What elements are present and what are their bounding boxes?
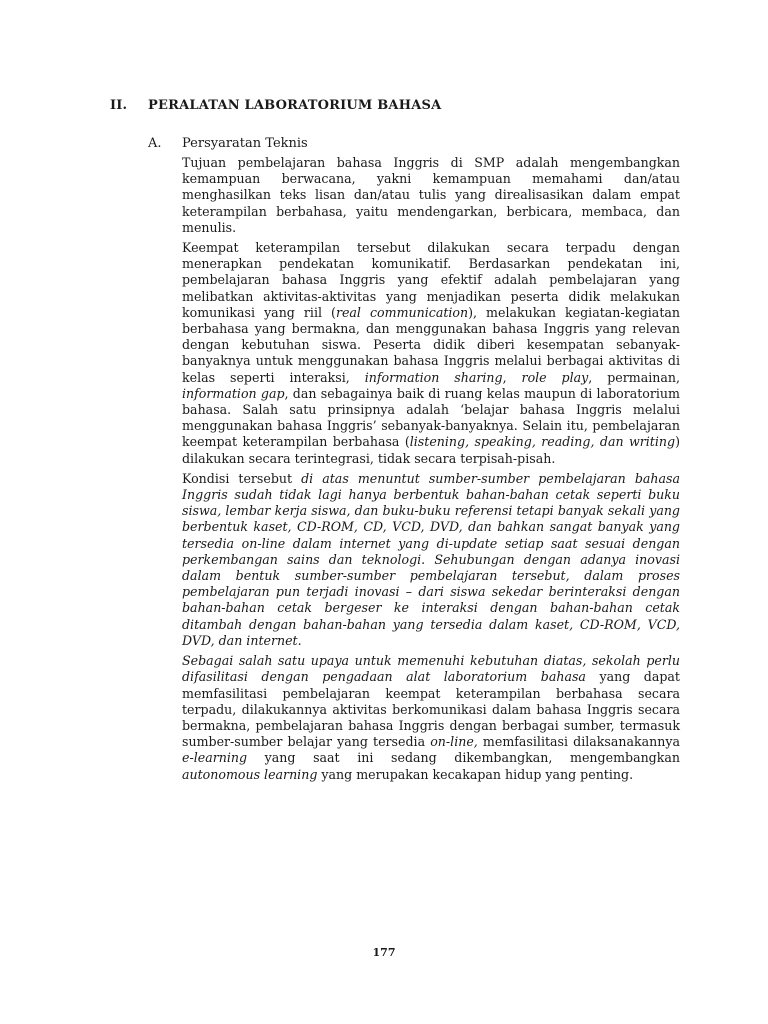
italic-run: listening, speaking, reading, dan writing (409, 434, 676, 450)
text-run: Keempat keterampilan tersebut dilakukan secara terpadu dengan menerapkan pendekatan komunikatif. Berdasarkan pendekatan ini, pembelajaran bahasa Inggris yang efektif adalah pembelajaran yang melibatkan aktivitas-aktivitas yang menjadikan peserta didik melakukan komunikasi yang riil ( (182, 240, 680, 320)
subsection-heading (148, 136, 308, 151)
italic-run: e-learning (182, 750, 248, 766)
subsection-letter: A. (148, 136, 162, 151)
italic-run: Sebagai salah satu upaya untuk memenuhi kebutuhan diatas, sekolah perlu difasilitasi dengan pengadaan alat laboratorium bahasa (182, 653, 680, 685)
italic-run: role play (521, 369, 589, 385)
page-number: 177 (372, 946, 396, 959)
italic-run: autonomous learning (182, 766, 318, 782)
text-run: Tujuan pembelajaran bahasa Inggris di SMP adalah mengembangkan kemampuan berwacana, yakni kemampuan memahami dan/atau menghasilkan teks lisan dan/atau tulis yang direalisasikan dalam empat keterampilan berbahasa, yaitu mendengarkan, berbicara, membaca, dan menulis. (182, 155, 680, 235)
section-title: PERALATAN LABORATORIUM BAHASA (148, 98, 442, 113)
text-run: , permainan, (588, 369, 680, 385)
italic-run: information gap (182, 385, 285, 401)
text-run: yang saat ini sedang dikembangkan, mengembangkan (247, 750, 680, 766)
text-run: yang dapat memfasilitasi pembelajaran keempat keterampilan berbahasa secara terpadu, dilakukannya aktivitas berkomunikasi dalam bahasa Inggris secara bermakna, pembelajaran bahasa Inggris dengan berbagai sumber, termasuk sumber-sumber belajar yang tersedia (182, 669, 680, 750)
text-run: , (502, 369, 522, 385)
text-run: yang merupakan kecakapan hidup yang penting. (317, 766, 634, 782)
subsection-title: Persyaratan Teknis (182, 136, 308, 151)
italic-run: real communication (335, 304, 469, 320)
paragraph-1 (182, 155, 680, 236)
section-heading (110, 98, 441, 113)
text-run: ) dilakukan secara terintegrasi, tidak secara terpisah-pisah. (182, 434, 680, 466)
paragraph-3 (182, 471, 680, 649)
text-run: , dan sebagainya baik di ruang kelas maupun di laboratorium bahasa. Salah satu prinsipnya adalah ‘belajar bahasa Inggris melalui menggunakan bahasa Inggris’ sebanyak-banyaknya. Selain itu, pembelajaran keempat keterampilan berbahasa ( (182, 385, 680, 450)
body-text (182, 155, 680, 787)
text-run: ), melakukan kegiatan-kegiatan berbahasa yang bermakna, dan menggunakan bahasa Inggris yang relevan dengan kebutuhan siswa. Peserta didik diberi kesempatan sebanyak-banyaknya untuk menggunakan bahasa Inggris melalui berbagai aktivitas di kelas seperti interaksi, (182, 304, 680, 385)
italic-run: on-line, (430, 734, 478, 750)
text-run: Kondisi tersebut (182, 470, 302, 486)
paragraph-2 (182, 240, 680, 467)
italic-run: di atas menuntut sumber-sumber pembelajaran bahasa Inggris sudah tidak lagi hanya berbentuk bahan-bahan cetak seperti buku siswa, lembar kerja siswa, dan buku-buku referensi tetapi banyak sekali yang berbentuk kaset, CD-ROM, CD, VCD, DVD, dan bahkan sangat banyak yang tersedia on-line dalam internet yang di-update setiap saat sesuai dengan perkembangan sains dan teknologi. Sehubungan dengan adanya inovasi dalam bentuk sumber-sumber pembelajaran tersebut, dalam proses pembelajaran pun terjadi inovasi – dari siswa sekedar berinteraksi dengan bahan-bahan cetak bergeser ke interaksi dengan bahan-bahan cetak ditambah dengan bahan-bahan yang tersedia dalam kaset, CD-ROM, VCD, DVD, dan internet. (182, 470, 680, 648)
italic-run: information sharing (364, 369, 503, 385)
paragraph-4 (182, 653, 680, 783)
section-number: II. (110, 98, 128, 113)
text-run: memfasilitasi dilaksanakannya (477, 734, 681, 750)
